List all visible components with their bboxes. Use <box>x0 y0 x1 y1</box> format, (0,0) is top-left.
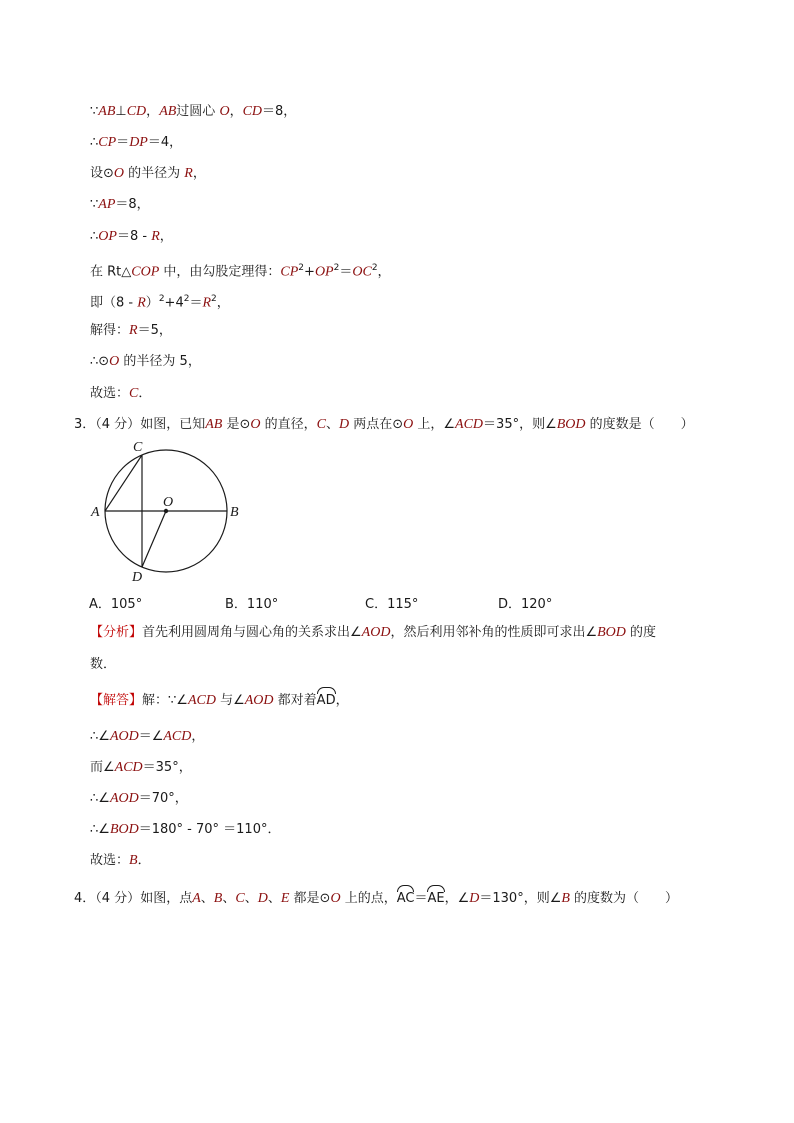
analysis-tag: 【分析】 <box>90 625 143 640</box>
segment-ac <box>105 455 142 511</box>
option-b: B．110° <box>225 597 279 612</box>
option-a: A．105° <box>89 597 143 612</box>
option-d: D．120° <box>498 597 553 612</box>
label-c: C <box>133 440 143 455</box>
option-c: C．115° <box>365 597 419 612</box>
label-d: D <box>132 570 143 585</box>
question-4-stem: 4．（4 分）如图，点A、B、C、D、E 都是⊙O 上的点，AC＝AE，∠D＝130°，则∠B 的度数为（ ） <box>74 891 679 906</box>
analysis-line-1: 【分析】首先利用圆周角与圆心角的关系求出∠AOD，然后利用邻补角的性质即可求出∠BOD 的度 <box>90 625 657 640</box>
analysis-line-2: 数． <box>90 657 117 672</box>
answer-line-3: 而∠ACD＝35°， <box>90 760 192 775</box>
question-3-stem: 3．（4 分）如图，已知AB 是⊙O 的直径，C、D 两点在⊙O 上，∠ACD＝35°，则∠BOD 的度数是（ ） <box>74 417 694 432</box>
solution-line-7: 即$(8 - R)^2+4^2=R^2$， <box>90 294 230 311</box>
solution-line-6: 在 Rt△COP 中，由勾股定理得：$CP^2+OP^2=OC^2$， <box>90 263 391 280</box>
answer-line-6: 故选：B． <box>90 853 151 868</box>
solution-line-3: 设⊙O 的半径为 R， <box>90 166 206 181</box>
segment-od <box>142 511 166 567</box>
answer-line-4: ∴∠AOD＝70°， <box>90 791 188 806</box>
solution-line-4: ∵AP＝8， <box>90 197 150 212</box>
answer-tag: 【解答】 <box>90 693 143 708</box>
answer-line-1: 【解答】解：∵∠ACD 与∠AOD 都对着AD， <box>90 693 349 708</box>
label-a: A <box>91 505 100 520</box>
solution-line-8: 解得：R＝5， <box>90 323 172 338</box>
solution-line-2: ∴CP＝DP＝4， <box>90 135 183 150</box>
solution-line-9: ∴⊙O 的半径为 5， <box>90 354 201 369</box>
label-o: O <box>163 495 174 510</box>
label-b: B <box>230 505 239 520</box>
answer-line-2: ∴∠AOD＝∠ACD， <box>90 729 205 744</box>
solution-line-10: 故选：C． <box>90 386 152 401</box>
arc-ae: AE <box>427 891 445 906</box>
circle-figure <box>85 436 250 586</box>
solution-line-5: ∴OP＝8 - R， <box>90 229 173 244</box>
arc-ad: AD <box>316 693 336 708</box>
answer-line-5: ∴∠BOD＝180° - 70° ＝110°． <box>90 822 281 837</box>
arc-ac: AC <box>396 891 415 906</box>
solution-line-1: ∵AB⊥CD，AB过圆心 O，CD＝8， <box>90 104 297 119</box>
